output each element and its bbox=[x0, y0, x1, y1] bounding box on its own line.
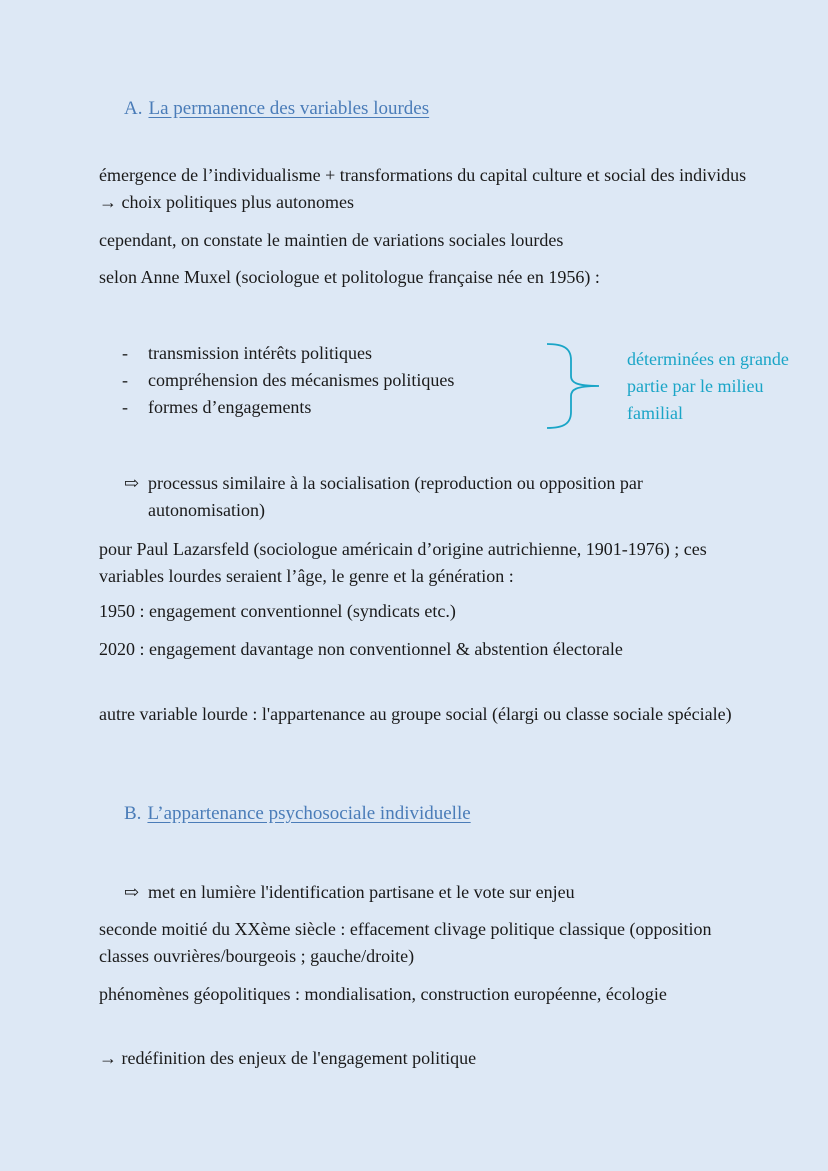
list-item bbox=[122, 394, 454, 421]
bullet-text: transmission intérêts politiques bbox=[148, 343, 372, 363]
curly-brace-icon bbox=[545, 342, 605, 430]
paragraph-muxel: selon Anne Muxel (sociologue et politologue française née en 1956) : bbox=[99, 267, 600, 287]
paragraph-1950: 1950 : engagement conventionnel (syndicats etc.) bbox=[99, 601, 456, 621]
paragraph-xx-century: seconde moitié du XXème siècle : effacement clivage politique classique (opposition classes ouvrières/bourgeois ; gauche/droite) bbox=[99, 919, 712, 966]
arrow-right-icon: ⇨ bbox=[124, 882, 140, 902]
paragraph-however: cependant, on constate le maintien de variations sociales lourdes bbox=[99, 230, 564, 250]
arrow-point-socialisation bbox=[124, 470, 744, 524]
bullet-text: compréhension des mécanismes politiques bbox=[148, 370, 455, 390]
section-a-letter: A. bbox=[124, 98, 143, 119]
list-item bbox=[122, 340, 454, 367]
bullet-dash: - bbox=[122, 397, 128, 417]
arrow-point-text: met en lumière l'identification partisane et le vote sur enjeu bbox=[148, 882, 575, 902]
paragraph-social-group: autre variable lourde : l'appartenance au groupe social (élargi ou classe sociale spéciale) bbox=[99, 704, 732, 724]
section-a-heading bbox=[124, 98, 429, 120]
arrow-right-icon: ⇨ bbox=[124, 473, 140, 493]
paragraph-2020: 2020 : engagement davantage non conventionnel & abstention électorale bbox=[99, 639, 623, 659]
bullet-dash: - bbox=[122, 370, 128, 390]
arrow-point-text: processus similaire à la socialisation (reproduction ou opposition par autonomisation) bbox=[148, 473, 643, 520]
brace-annotation: déterminées en grande partie par le milieu familial bbox=[627, 349, 789, 423]
paragraph-redefinition: → redéfinition des enjeux de l'engagement politique bbox=[99, 1048, 477, 1068]
section-b-heading bbox=[124, 803, 471, 825]
bullet-dash: - bbox=[122, 343, 128, 363]
arrow-point-identification bbox=[124, 879, 744, 906]
section-b-letter: B. bbox=[124, 803, 142, 824]
bullet-text: formes d’engagements bbox=[148, 397, 312, 417]
list-item bbox=[122, 367, 454, 394]
paragraph-individualism: émergence de l’individualisme + transformations du capital culture et social des individus → choix politiques plus autonomes bbox=[99, 165, 747, 212]
section-b-title: L’appartenance psychosociale individuelle bbox=[147, 803, 471, 824]
bullet-list bbox=[122, 340, 454, 421]
paragraph-lazarsfeld: pour Paul Lazarsfeld (sociologue américain d’origine autrichienne, 1901-1976) ; ces variables lourdes seraient l’âge, le genre et la génération : bbox=[99, 539, 707, 586]
paragraph-geopolitics: phénomènes géopolitiques : mondialisation, construction européenne, écologie bbox=[99, 984, 667, 1004]
section-a-title: La permanence des variables lourdes bbox=[148, 98, 430, 119]
